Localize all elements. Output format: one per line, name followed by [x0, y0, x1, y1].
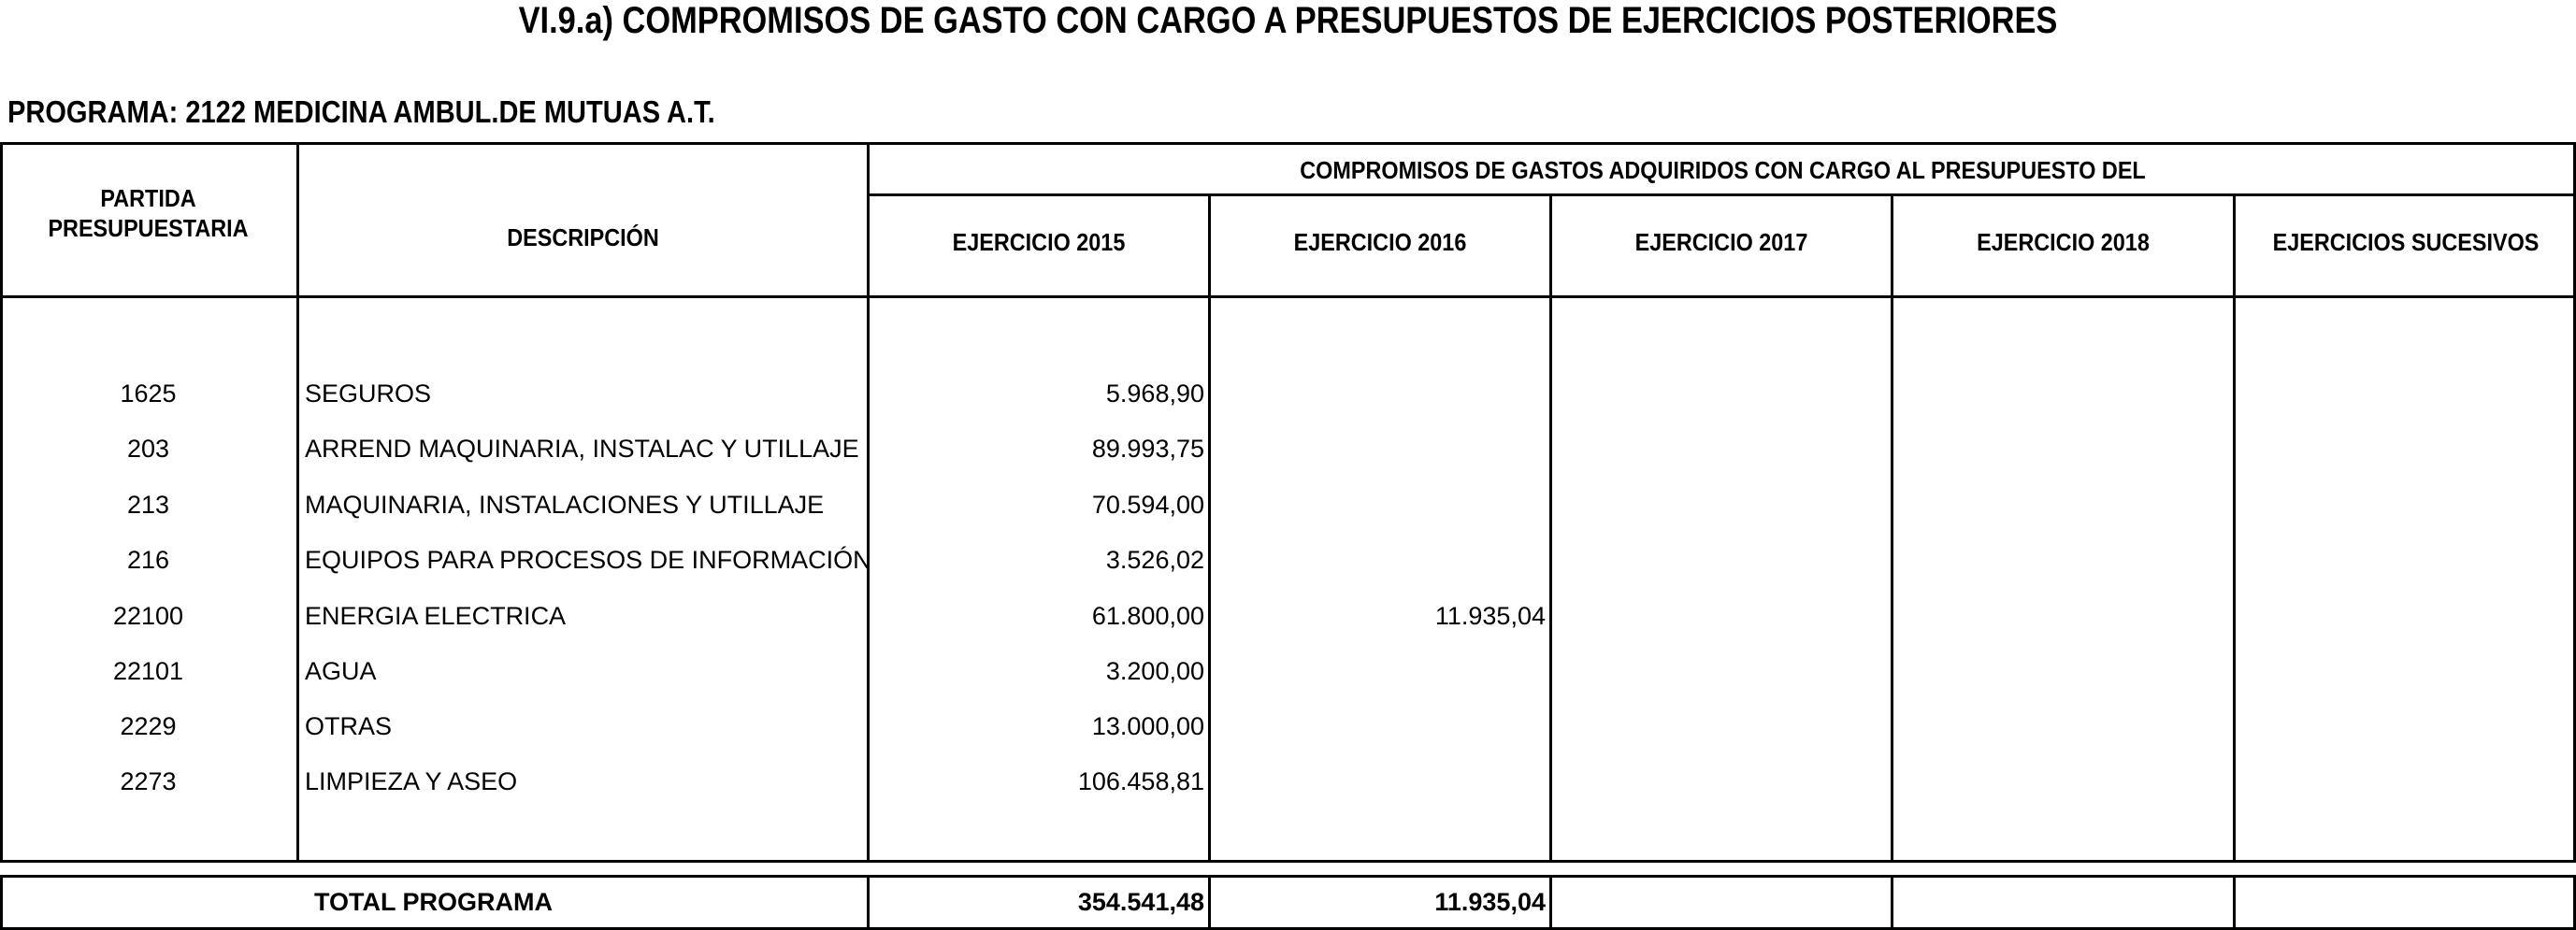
total-e2015: 354.541,48	[1077, 888, 1204, 916]
header-ejercicio-2015: EJERCICIO 2015	[952, 228, 1126, 256]
partida-cell: 1625	[120, 379, 177, 408]
e2015-cell: 61.800,00	[1091, 602, 1204, 630]
partida-cell: 213	[126, 491, 170, 519]
group-header-divider	[867, 193, 2576, 196]
col-divider	[1549, 875, 1552, 930]
header-partida-line1: PARTIDA	[100, 184, 196, 212]
e2015-cell: 3.526,02	[1105, 546, 1204, 574]
descripcion-cell: EQUIPOS PARA PROCESOS DE INFORMACIÓN	[305, 546, 871, 574]
e2015-cell: 5.968,90	[1105, 379, 1204, 408]
programa-heading: PROGRAMA: 2122 MEDICINA AMBUL.DE MUTUAS A.T.	[7, 94, 715, 129]
header-ejercicio-2017: EJERCICIO 2017	[1634, 228, 1808, 256]
header-partida-line2: PRESUPUESTARIA	[48, 214, 249, 242]
descripcion-cell: ARREND MAQUINARIA, INSTALAC Y UTILLAJE	[305, 435, 859, 463]
header-ejercicio-2016: EJERCICIO 2016	[1293, 228, 1467, 256]
partida-cell: 22101	[112, 657, 184, 685]
total-label: TOTAL PROGRAMA	[314, 888, 553, 916]
total-e2016: 11.935,04	[1434, 888, 1546, 916]
header-descripcion: DESCRIPCIÓN	[507, 223, 659, 251]
partida-cell: 22100	[112, 602, 184, 630]
col-divider	[1891, 875, 1893, 930]
partida-cell: 216	[126, 546, 170, 574]
descripcion-cell: LIMPIEZA Y ASEO	[305, 767, 518, 795]
descripcion-cell: OTRAS	[305, 712, 393, 740]
header-group: COMPROMISOS DE GASTOS ADQUIRIDOS CON CARGO AL PRESUPUESTO DEL	[1300, 156, 2146, 184]
e2016-cell: 11.935,04	[1434, 602, 1546, 630]
e2015-cell: 70.594,00	[1091, 491, 1204, 519]
header-ejercicio-2018: EJERCICIO 2018	[1977, 228, 2150, 256]
descripcion-cell: AGUA	[305, 657, 377, 685]
partida-cell: 2229	[120, 712, 177, 740]
partida-cell: 2273	[120, 767, 177, 795]
e2015-cell: 89.993,75	[1091, 435, 1204, 463]
col-divider	[2233, 875, 2236, 930]
descripcion-cell: SEGUROS	[305, 379, 432, 408]
e2015-cell: 106.458,81	[1077, 767, 1204, 795]
header-bottom-divider	[0, 295, 2576, 298]
descripcion-cell: MAQUINARIA, INSTALACIONES Y UTILLAJE	[305, 491, 825, 519]
e2015-cell: 13.000,00	[1091, 712, 1204, 740]
col-divider	[296, 142, 299, 863]
header-partida	[15, 183, 281, 243]
descripcion-cell: ENERGIA ELECTRICA	[305, 602, 567, 630]
page-title: VI.9.a) COMPROMISOS DE GASTO CON CARGO A PRESUPUESTOS DE EJERCICIOS POSTERIORES	[518, 0, 2058, 41]
header-ejercicios-sucesivos: EJERCICIOS SUCESIVOS	[2272, 228, 2540, 256]
partida-cell: 203	[126, 435, 170, 463]
e2015-cell: 3.200,00	[1105, 657, 1204, 685]
